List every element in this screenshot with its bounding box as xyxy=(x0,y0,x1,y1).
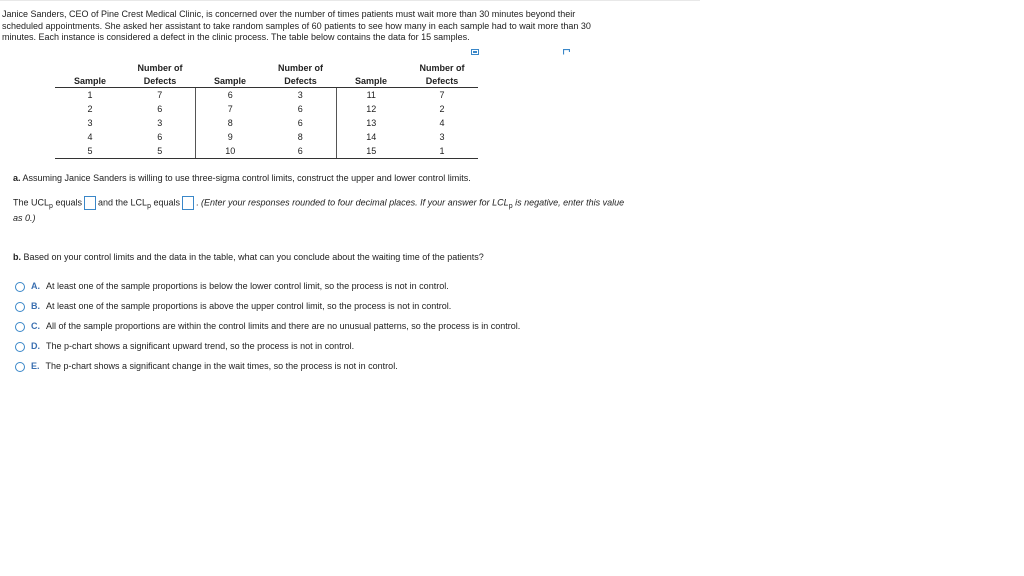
ucl-sub: p xyxy=(49,203,53,211)
table-cell: 4 xyxy=(439,118,445,128)
table-cell: 3 xyxy=(125,116,195,130)
table-cell: 5 xyxy=(55,144,125,159)
radio-icon[interactable] xyxy=(15,322,25,332)
ucl-equals: equals xyxy=(55,197,82,208)
table-cell: 8 xyxy=(265,130,336,144)
part-a-response: The $UCL_p$ equals and the $LCL_p$ equals . (Enter your responses rounded to four decimal places. If your answer for $LCL_p$ is negative, enter this value xyxy=(13,197,625,211)
lcl-input[interactable] xyxy=(182,196,194,210)
radio-icon[interactable] xyxy=(15,342,25,352)
intro-line-3: minutes. Each instance is considered a defect in the clinic process. The table below contains the data for 15 samples. xyxy=(2,32,470,42)
col-defects-2: Defects xyxy=(265,74,336,88)
option-text: At least one of the sample proportions is below the lower control limit, so the process is not in control. xyxy=(46,281,449,291)
radio-icon[interactable] xyxy=(15,362,25,372)
table-cell: 5 xyxy=(125,144,195,159)
table-cell: 6 xyxy=(265,102,336,116)
the-text: The xyxy=(13,197,29,208)
table-row xyxy=(55,102,478,116)
lcl-sub: p xyxy=(147,203,151,211)
option-b[interactable] xyxy=(15,301,451,313)
part-b-label: b. xyxy=(13,252,21,262)
col-sample-1: Sample xyxy=(55,74,125,88)
instruction-text: (Enter your responses rounded to four decimal places. If your answer for LCL xyxy=(201,197,509,208)
table-cell: 2 xyxy=(87,104,93,114)
table-cell: 3 xyxy=(87,118,93,128)
table-row xyxy=(55,144,478,159)
table-cell: 15 xyxy=(336,144,406,159)
part-a-question xyxy=(13,173,471,183)
table-row xyxy=(55,88,478,103)
col-defects-top-1: Number of xyxy=(137,63,183,73)
expand-corner-icon[interactable] xyxy=(563,49,570,55)
option-c[interactable] xyxy=(15,321,520,333)
col-defects-top-2: Number of xyxy=(278,63,323,73)
part-b-text: Based on your control limits and the data in the table, what can you conclude about the waiting time of the patients? xyxy=(23,252,484,262)
table-cell: 1 xyxy=(87,90,93,100)
instruction-sub: p xyxy=(508,203,513,211)
option-text: At least one of the sample proportions is above the upper control limit, so the process is not in control. xyxy=(46,301,452,311)
col-defects-3: Defects xyxy=(406,74,478,88)
lcl-label: LCL xyxy=(130,197,148,208)
option-a[interactable] xyxy=(15,281,449,293)
col-sample-2: Sample xyxy=(195,74,265,88)
option-e[interactable] xyxy=(15,361,398,373)
option-letter: B. xyxy=(31,301,40,311)
radio-icon[interactable] xyxy=(15,302,25,312)
table-cell: 6 xyxy=(227,90,233,100)
part-a-label: a. xyxy=(13,173,21,183)
and-the-text: and the xyxy=(98,197,129,208)
table-row xyxy=(55,130,478,144)
option-letter: A. xyxy=(31,281,40,291)
table-cell: 12 xyxy=(366,104,377,114)
table-cell: 1 xyxy=(406,144,478,159)
table-cell: 6 xyxy=(125,102,195,116)
info-icon[interactable] xyxy=(471,49,479,56)
table-cell: 4 xyxy=(87,132,93,142)
radio-icon[interactable] xyxy=(15,282,25,292)
option-text: All of the sample proportions are within the control limits and there are no unusual patterns, so the process is in control. xyxy=(46,321,521,331)
ucl-input[interactable] xyxy=(84,196,96,210)
top-divider xyxy=(0,0,700,1)
table-cell: 14 xyxy=(366,132,377,142)
col-defects-top-3: Number of xyxy=(419,63,465,73)
table-cell: 6 xyxy=(125,130,195,144)
table-cell: 8 xyxy=(227,118,233,128)
part-b-question xyxy=(13,252,484,262)
table-cell: 10 xyxy=(195,144,265,159)
table-cell: 6 xyxy=(265,144,336,159)
part-a-text: Assuming Janice Sanders is willing to use three-sigma control limits, construct the upper and lower control limits. xyxy=(22,173,471,183)
option-letter: E. xyxy=(31,361,40,371)
defects-table xyxy=(55,61,478,159)
ucl-label: UCL xyxy=(31,197,50,208)
table-cell: 9 xyxy=(227,132,233,142)
table-cell: 7 xyxy=(439,90,445,100)
option-text: The p-chart shows a significant upward trend, so the process is not in control. xyxy=(46,341,355,351)
table-cell: 3 xyxy=(265,88,336,103)
col-sample-3: Sample xyxy=(336,74,406,88)
table-cell: 13 xyxy=(366,118,377,128)
option-letter: D. xyxy=(31,341,40,351)
instruction-tail: is negative, enter this value xyxy=(515,197,625,208)
table-cell: 7 xyxy=(125,88,195,103)
option-d[interactable] xyxy=(15,341,354,353)
lcl-equals: equals xyxy=(153,197,181,208)
table-row xyxy=(55,116,478,130)
table-cell: 11 xyxy=(366,90,376,100)
table-cell: 7 xyxy=(227,104,233,114)
option-text: The p-chart shows a significant change in the wait times, so the process is not in control. xyxy=(45,361,398,371)
col-defects-1: Defects xyxy=(125,74,195,88)
intro-line-1: Janice Sanders, CEO of Pine Crest Medical Clinic, is concerned over the number of times patients must wait more than 30 minutes beyond their xyxy=(2,9,576,19)
intro-line-2: scheduled appointments. She asked her assistant to take random samples of 60 patients to see how many in each sample had to wait more than 30 xyxy=(2,20,591,31)
problem-intro xyxy=(2,9,702,44)
instruction-line-2: as 0.) xyxy=(13,213,36,223)
table-cell: 3 xyxy=(439,132,445,142)
table-cell: 6 xyxy=(265,116,336,130)
option-letter: C. xyxy=(31,321,40,331)
table-cell: 2 xyxy=(439,104,445,114)
